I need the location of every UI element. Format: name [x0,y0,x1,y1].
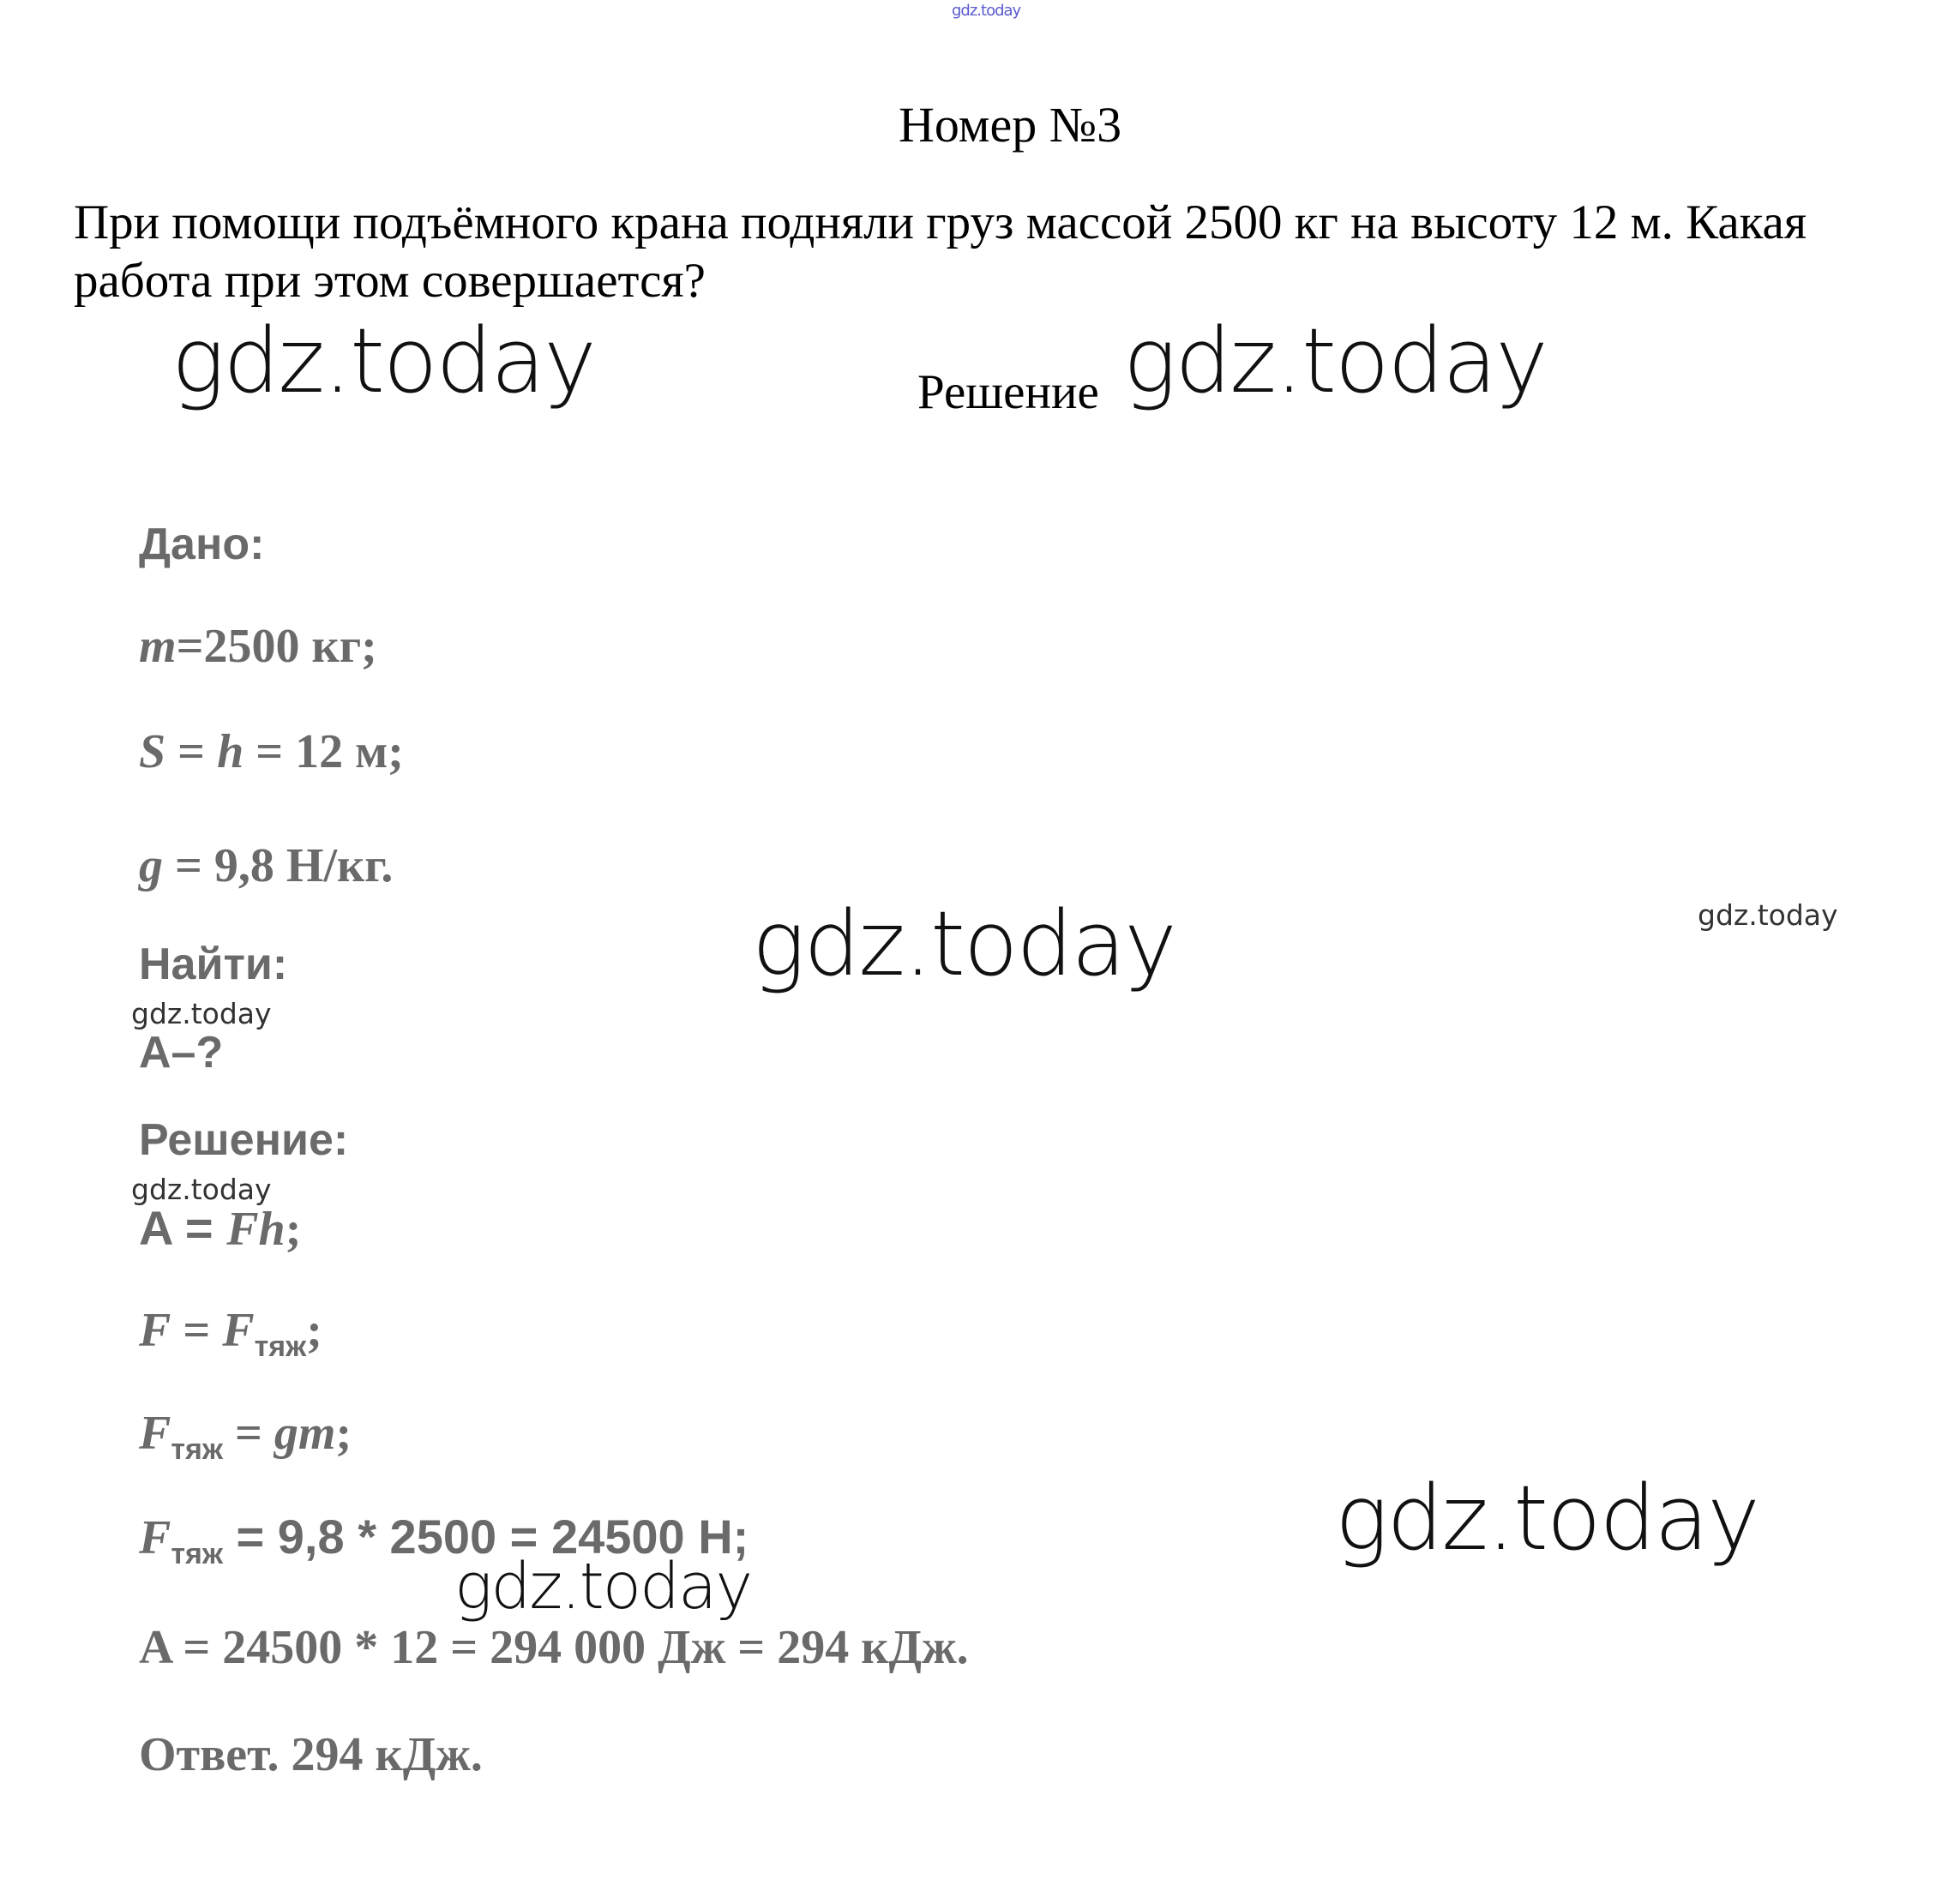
solution-heading: Решение [917,365,1099,419]
given-label: Дано: [139,519,265,569]
gravity-variable: g [139,839,163,892]
given-gravity [139,838,393,893]
work-lhs: A = [139,1201,227,1255]
watermark: gdz.today [752,891,1175,996]
gravity-value: = 9,8 Н/кг. [163,839,394,892]
mass-variable: m [139,620,177,673]
gm-product: gm [274,1407,336,1460]
equals-sign: = [222,1407,274,1460]
gravity-force-formula [139,1406,352,1467]
find-value: A–? [139,1028,224,1078]
formula-end: ; [285,1203,302,1256]
watermark: gdz.today [1335,1466,1759,1570]
formula-end: ; [335,1407,352,1460]
gravity-force-variable: F [222,1304,255,1357]
mass-value: =2500 кг; [176,620,377,673]
watermark: gdz.today [1123,309,1547,413]
height-variable: h [217,725,244,778]
gravity-force-variable: F [139,1407,171,1460]
equals-sign: = [165,725,218,778]
gravity-force-variable: F [139,1511,171,1564]
work-calculation: A = 24500 * 12 = 294 000 Дж = 294 кДж. [139,1621,969,1674]
distance-variable: S [139,725,166,778]
subscript-tyazh: тяж [171,1433,223,1466]
page-title: Номер №3 [899,97,1122,153]
calculation-value: = 9,8 * 2500 = 24500 Н; [222,1510,749,1564]
watermark: gdz.today [131,1173,272,1206]
find-label: Найти: [139,939,288,989]
problem-statement: При помощи подъёмного крана подняли груз массой 2500 кг на высоту 12 м. Какая работа при этом совершается? [74,195,1807,308]
force-formula [139,1303,322,1364]
watermark: gdz.today [454,1550,752,1624]
solution-label: Решение: [139,1115,349,1165]
force-variable: F [139,1304,171,1357]
equals-sign: = [171,1304,223,1357]
work-rhs: Fh [226,1203,286,1256]
work-formula [139,1200,301,1257]
gravity-force-calculation [139,1509,749,1571]
subscript-tyazh: тяж [171,1538,223,1570]
answer: Ответ. 294 кДж. [139,1728,483,1781]
watermark: gdz.today [1698,898,1838,932]
formula-end: ; [306,1304,322,1357]
given-distance [139,724,404,779]
subscript-tyazh: тяж [254,1330,307,1363]
watermark: gdz.today [131,997,272,1030]
given-mass [139,619,377,674]
distance-value: = 12 м; [243,725,404,778]
top-watermark: gdz.today [952,2,1021,20]
watermark: gdz.today [171,309,595,413]
